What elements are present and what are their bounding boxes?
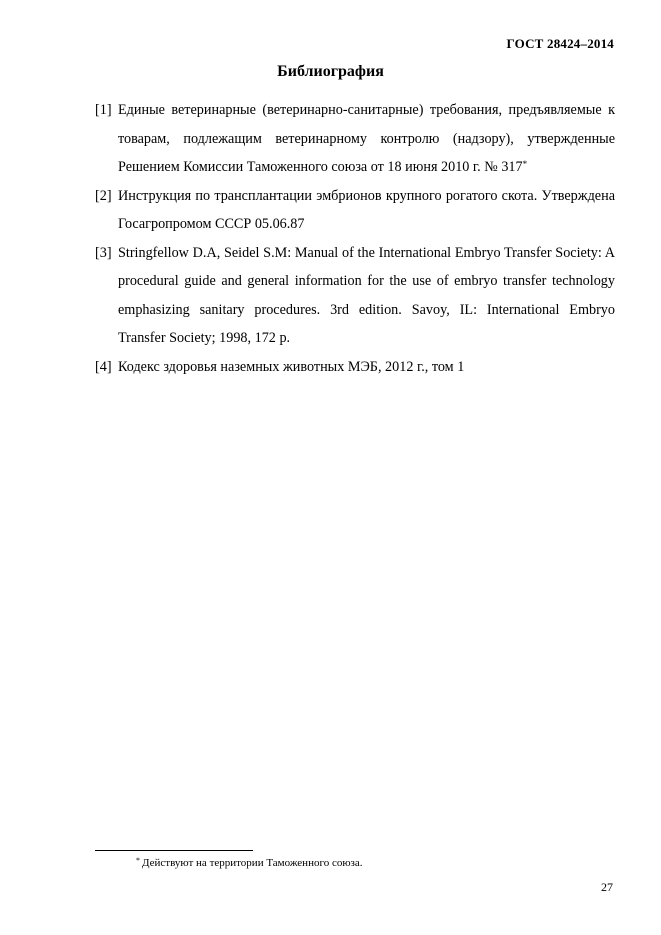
page-title: Библиография — [277, 63, 384, 80]
reference-item-4 — [95, 353, 615, 382]
reference-number: [2] — [95, 187, 112, 204]
reference-text: Stringfellow D.A, Seidel S.M: Manual of the International Embryo Transfer Society: A procedural guide and general information for the use of embryo transfer technology emphasizing sanitary procedures. 3rd edition. Savoy, IL: International Embryo Transfer Society; 1998, 172 p. — [118, 244, 615, 346]
reference-text-wrapper — [118, 96, 615, 182]
reference-item-2 — [95, 182, 615, 239]
reference-number: [3] — [95, 244, 112, 261]
footnote — [136, 856, 363, 870]
bibliography-list — [95, 96, 615, 381]
reference-number: [4] — [95, 358, 112, 375]
reference-number: [1] — [95, 102, 112, 118]
reference-item-1 — [95, 96, 615, 182]
page-number: 27 — [601, 880, 613, 894]
document-code: ГОСТ 28424–2014 — [506, 36, 614, 51]
reference-text: Единые ветеринарные (ветеринарно-санитарные) требования, предъявляемые к товарам, подлежащим ветеринарному контролю (надзору), утвержденные Решением Комиссии Таможенного союза от 18 июня 2010 г. № 317 — [118, 102, 615, 175]
reference-text: Инструкция по трансплантации эмбрионов крупного рогатого скота. Утверждена Госагропромом СССР 05.06.87 — [118, 187, 615, 232]
footnote-separator — [95, 850, 253, 851]
footnote-text: Действуют на территории Таможенного союза. — [142, 857, 363, 869]
footnote-marker: * — [522, 159, 528, 169]
reference-item-3 — [95, 239, 615, 353]
reference-text: Кодекс здоровья наземных животных МЭБ, 2012 г., том 1 — [118, 358, 465, 375]
footnote-mark: * — [136, 856, 140, 865]
